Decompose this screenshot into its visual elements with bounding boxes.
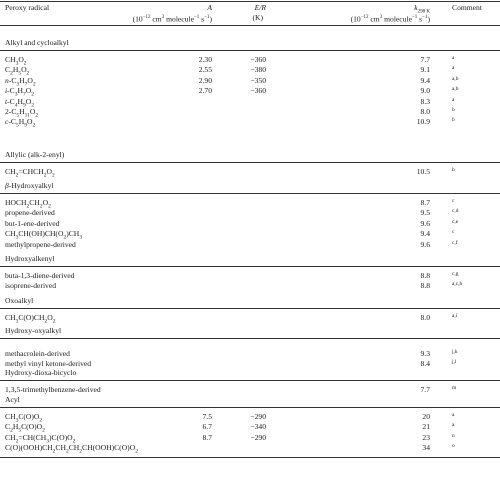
table-row [0,86,500,96]
k298-value: 8.7 [420,198,430,207]
comment-footnote: a [452,65,455,72]
table-row [0,433,500,443]
header-e-over-r: E/R [254,3,266,12]
a-value: 7.5 [202,412,212,421]
radical-name: $CH_3C(O)CH_2O_2$ [5,313,56,325]
k298-value: 8.0 [420,107,430,116]
a-value: 2.30 [198,55,212,64]
radical-name: but-1-ene-derived [5,218,60,228]
radical-name: $CH_2=CHCH_2O_2$ [5,167,55,179]
table-row [0,219,500,229]
section-rule [0,308,500,309]
section-title: β-Hydroxyalkyl [5,181,54,190]
comment-footnote: a,i [452,313,458,319]
a-value: 2.55 [198,65,212,75]
k298-value: 9.6 [420,239,430,249]
section-rule [0,380,500,381]
k298-value: 9.4 [420,229,430,239]
table-row [0,65,500,75]
k298-value: 8.8 [420,271,430,280]
k298-value: 7.7 [420,385,430,394]
comment-footnote: b [452,107,455,113]
a-value: 6.7 [202,422,212,432]
radical-name: propene-derived [5,208,55,218]
k298-value: 9.0 [420,86,430,96]
radical-name: methyl vinyl ketone-derived [5,359,92,369]
k298-value: 9.6 [420,218,430,228]
header-e-units: (K) [252,13,263,22]
radical-name: $HOCH_2CH_2O_2$ [5,198,51,210]
comment-footnote: c,e [452,218,459,225]
k298-value: 10.5 [416,167,430,176]
section-rule [0,407,500,408]
section-title: Hydroxy-dioxa-bicyclo [5,368,77,377]
section-rule [0,162,500,163]
e-over-r-value: −350 [250,75,266,85]
comment-footnote: j,l [452,359,457,366]
k298-value: 9.5 [420,208,430,218]
comment-footnote: a [452,55,455,61]
k298-value: 9.1 [420,65,430,75]
a-value: 2.90 [198,75,212,85]
table-row [0,55,500,65]
k298-value: 8.0 [420,313,430,322]
section-title: Alkyl and cycloalkyl [5,38,69,47]
header-peroxy-radical: Peroxy radical [5,3,50,12]
table-row [0,385,500,395]
comment-footnote: m [452,385,457,391]
e-over-r-value: −380 [250,65,266,75]
table-row [0,208,500,218]
k298-value: 7.7 [420,55,430,64]
k298-value: 23 [422,432,430,442]
header-rule [0,25,500,26]
bottom-rule [0,457,500,458]
table-row [0,117,500,127]
table-row [0,107,500,117]
a-value: 2.70 [198,86,212,96]
radical-name: 1,3,5-trimethylbenzene-derived [5,385,101,394]
table-row [0,240,500,250]
radical-name: $i-C_3H_7O_2$ [5,86,34,98]
table-row [0,422,500,432]
comment-footnote: c,f [452,239,458,246]
radical-name: $CH_3CH(OH)CH(O_2)CH_3$ [5,229,83,241]
comment-footnote: a,b [452,75,459,82]
radical-name: buta-1,3-diene-derived [5,271,75,280]
header-k298: $k_{298 K}$ [414,3,430,15]
e-over-r-value: −290 [250,432,266,442]
k298-value: 8.3 [420,96,430,106]
section-rule [0,338,500,339]
k298-value: 8.8 [420,281,430,291]
comment-footnote: b [452,167,455,173]
comment-footnote: o [452,443,455,450]
k298-value: 10.9 [416,117,430,127]
header-a-units: ($10^{-12}$ $cm^3$ molecule$^{-1}$ $s^{-1}$) [132,14,212,24]
radical-name: $CH_2=CH(CH_3)C(O)O_2$ [5,432,76,445]
table-row [0,198,500,208]
radical-name: $n-C_3H_7O_2$ [5,75,36,88]
radical-name: methacrolein-derived [5,349,70,358]
comment-footnote: c [452,198,455,204]
k298-value: 21 [422,422,430,432]
radical-name: $C_2H_5O_2$ [5,65,30,77]
comment-footnote: a,c,h [452,281,463,288]
table-row [0,412,500,422]
table-row [0,76,500,86]
e-over-r-value: −360 [250,55,266,64]
comment-footnote: b [452,117,455,124]
radical-name: $CH_3O_2$ [5,55,27,67]
radical-name: $CH_3C(O)O_2$ [5,412,43,424]
comment-footnote: a,b [452,86,459,93]
table-row [0,443,500,453]
k298-value: 8.4 [420,359,430,369]
section-title: Oxoalkyl [5,296,34,305]
header-comment: Comment [452,3,482,12]
section-rule [0,50,500,51]
comment-footnote: n [452,432,455,439]
comment-footnote: c [452,229,455,236]
section-rule [0,193,500,194]
table-row [0,349,500,359]
radical-name: $C_2H_5C(O)O_2$ [5,422,45,434]
section-title: Acyl [5,395,20,404]
table-row [0,167,500,177]
comment-footnote: j,k [452,349,458,355]
table-row [0,229,500,239]
radical-name: isoprene-derived [5,281,57,291]
e-over-r-value: −340 [250,422,266,432]
comment-footnote: a [452,96,455,103]
header-a: A [207,3,212,12]
header-k-units: ($10^{-12}$ $cm^3$ molecule$^{-1}$ $s^{-1}$) [350,14,430,24]
k298-value: 9.4 [420,75,430,85]
table-row [0,281,500,291]
a-value: 8.7 [202,432,212,442]
comment-footnote: c,d [452,208,459,215]
radical-name: $t-C_4H_9O_2$ [5,96,34,109]
top-rule [0,1,500,2]
section-title: Hydroxyalkenyl [5,254,55,263]
radical-name: $c-C_5H_9O_2$ [5,117,36,129]
comment-footnote: c,g [452,271,459,277]
k298-value: 34 [422,443,430,453]
section-rule [0,266,500,267]
comment-footnote: a [452,412,455,418]
e-over-r-value: −360 [250,86,266,96]
section-title: Allylic (alk-2-enyl) [5,150,65,159]
k298-value: 9.3 [420,349,430,358]
table-row [0,313,500,323]
e-over-r-value: −290 [250,412,266,421]
comment-footnote: a [452,422,455,429]
radical-name: $C(O)(OOH)CH_2CH_2CH_2CH(OOH)C(O)O_2$ [5,443,138,455]
table-row [0,97,500,107]
k298-value: 20 [422,412,430,421]
radical-name: $2-C_5H_{11}O_2$ [5,107,39,119]
section-title: Hydroxy-oxyalkyl [5,326,62,335]
radical-name: methylpropene-derived [5,239,76,249]
table-row [0,271,500,281]
